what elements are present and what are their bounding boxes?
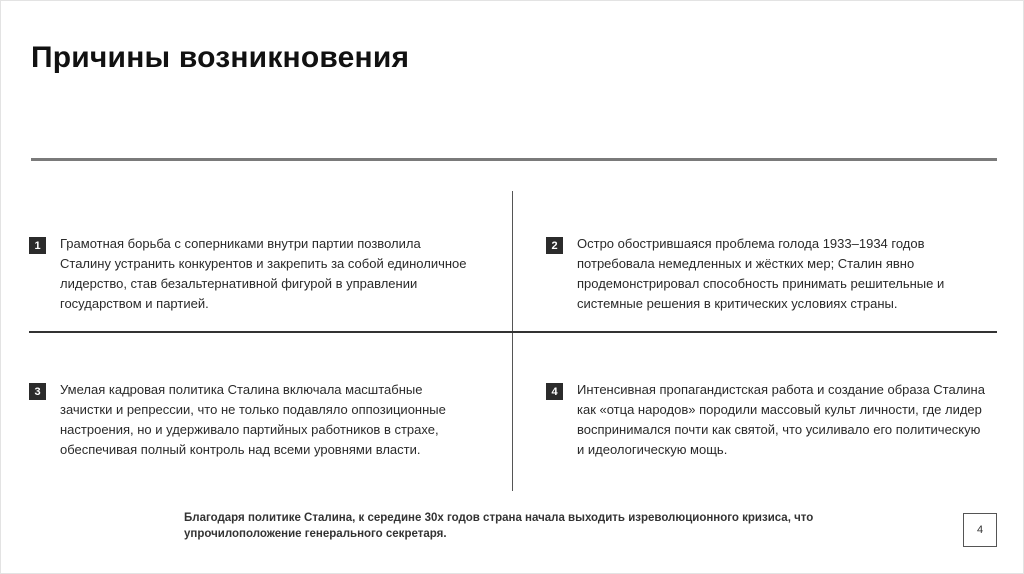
- reason-text: Умелая кадровая политика Сталина включала масштабные зачистки и репрессии, что не только подавляло оппозиционные настроения, но и удерживало партийных работников в страхе, обеспечивая полный контроль над всеми уровнями власти.: [60, 382, 446, 457]
- grid-horizontal-divider: [29, 331, 997, 333]
- conclusion-text: Благодаря политике Сталина, к середине 30х годов страна начала выходить изреволюционного кризиса, что упрочилоположение генерального секретаря.: [184, 512, 814, 540]
- reason-number-badge: 2: [546, 237, 563, 254]
- reason-number-badge: 3: [29, 383, 46, 400]
- reason-text: Остро обострившаяся проблема голода 1933–1934 годов потребовала немедленных и жёстких мер; Сталин явно продемонстрировал способность принимать решительные и системные решения в критических условиях страны.: [577, 236, 945, 311]
- title-divider: [31, 158, 997, 161]
- reason-number-badge: 1: [29, 237, 46, 254]
- grid-vertical-divider: [512, 191, 513, 491]
- reason-text: Грамотная борьба с соперниками внутри партии позволила Сталину устранить конкурентов и закрепить за собой единоличное лидерство, став безальтернативной фигурой в управлении государством и партией.: [60, 236, 467, 311]
- reason-number-badge: 4: [546, 383, 563, 400]
- page-number: 4: [963, 513, 997, 547]
- page-title: Причины возникновения: [31, 41, 410, 74]
- reason-text: Интенсивная пропагандистская работа и создание образа Сталина как «отца народов» породили массовый культ личности, где лидер воспринимался почти как святой, что усиливало его политическую и идеологическую мощь.: [577, 382, 985, 457]
